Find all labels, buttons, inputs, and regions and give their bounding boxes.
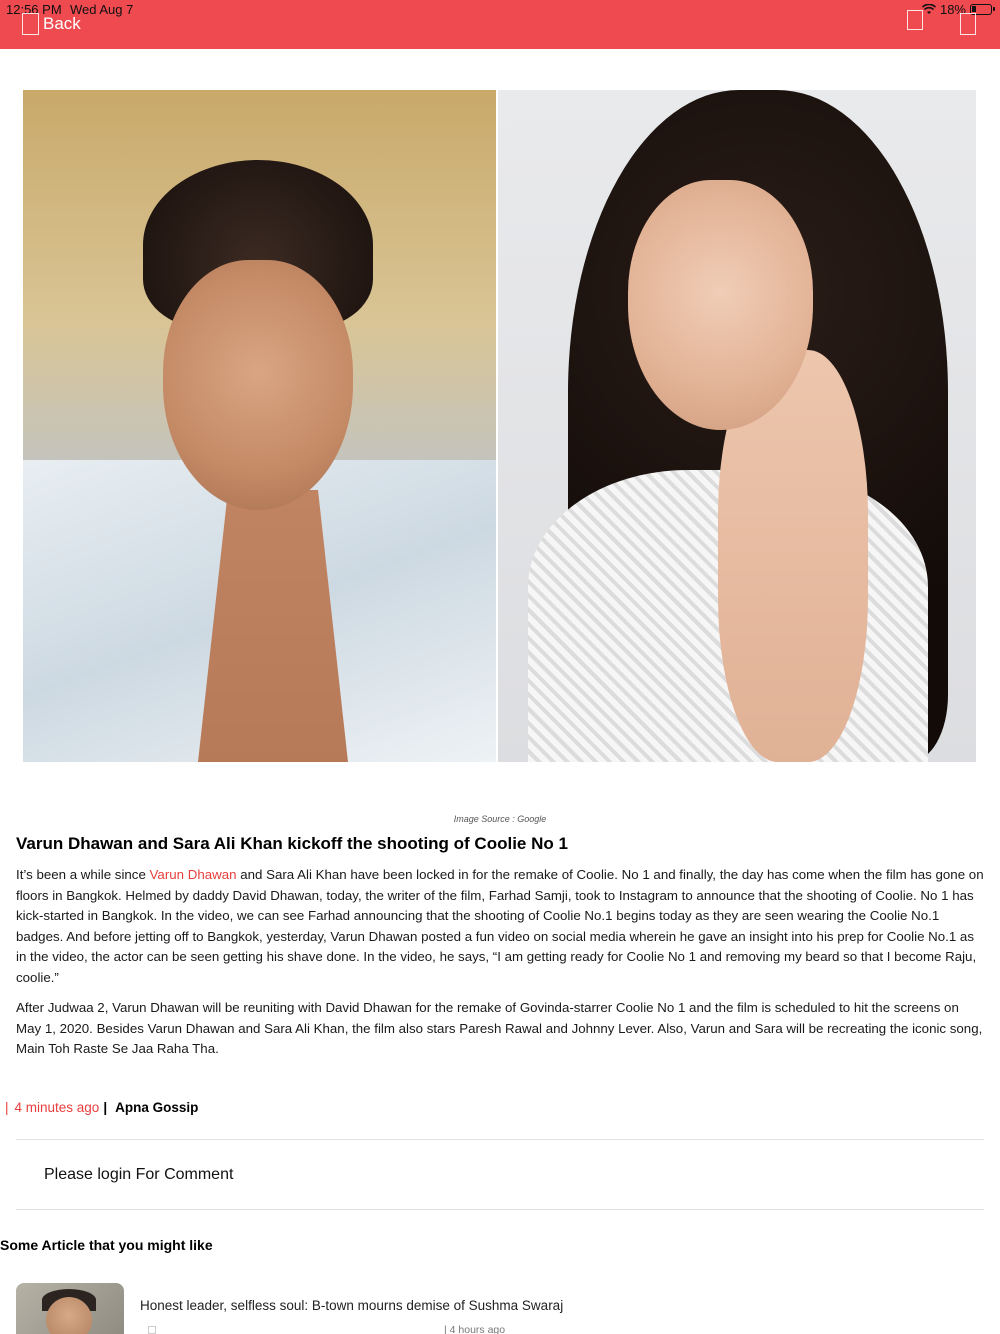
meta-separator: |	[5, 1100, 9, 1115]
published-time: 4 minutes ago	[14, 1100, 100, 1115]
related-article-thumbnail	[16, 1283, 124, 1334]
article-meta	[5, 1100, 198, 1115]
placeholder-icon	[148, 1326, 156, 1334]
related-article-item[interactable]	[16, 1283, 984, 1334]
bookmark-icon[interactable]	[960, 13, 976, 35]
login-for-comment[interactable]: Please login For Comment	[44, 1166, 234, 1183]
paragraph-text: and Sara Ali Khan have been locked in for the remake of Coolie. No 1 and finally, the day has come when the film has gone on floors in Bangkok. Helmed by daddy David Dhawan, today, the writer of the film, Farhad Samji, took to Instagram to announce that the shooting of Coolie. No 1 has kick-started in Bangkok. In the video, we can see Farhad announcing that the shooting of Coolie No.1 begins today as they are seen wearing the Coolie No.1 badges. And before jetting off to Bangkok, yesterday, Varun Dhawan posted a fun video on social media wherein he gave an insight into his prep for Coolie No.1 as in the video, the actor can be seen getting his shave done. In the video, he says, “I am getting ready for Coolie No 1 and removing my beard so that I become Raju, coolie.”	[16, 867, 984, 985]
top-bar	[0, 0, 1000, 49]
related-article-time: | 4 hours ago	[444, 1324, 506, 1334]
battery-percentage: 18%	[939, 2, 966, 17]
hero-photo-left	[23, 90, 496, 762]
status-indicators	[922, 2, 992, 17]
varun-dhawan-link[interactable]: Varun Dhawan	[149, 867, 237, 882]
back-button[interactable]	[22, 13, 81, 35]
paragraph-text: It’s been a while since	[16, 867, 150, 882]
meta-separator: |	[103, 1100, 108, 1115]
share-icon[interactable]	[907, 10, 923, 30]
related-articles-heading: Some Article that you might like	[0, 1237, 213, 1253]
back-icon	[22, 13, 39, 35]
back-label: Back	[43, 14, 81, 33]
divider	[16, 1209, 984, 1210]
image-source-caption: Image Source : Google	[453, 814, 547, 824]
divider	[16, 1139, 984, 1140]
status-time: 12:56 PM	[6, 2, 62, 17]
hero-image	[23, 90, 976, 762]
status-date: Wed Aug 7	[70, 2, 134, 17]
hero-photo-right	[496, 90, 976, 762]
article-paragraph-2: After Judwaa 2, Varun Dhawan will be reuniting with David Dhawan for the remake of Govinda-starrer Coolie No 1 and the film is scheduled to hit the screens on May 1, 2020. Besides Varun Dhawan and Sara Ali Khan, the film also stars Paresh Rawal and Johnny Lever. Also, Varun and Sara will be recreating the iconic song, Main Toh Raste Se Jaa Raha Tha.	[16, 1000, 983, 1056]
article-title: Varun Dhawan and Sara Ali Khan kickoff the shooting of Coolie No 1	[16, 834, 568, 853]
wifi-icon	[922, 4, 936, 15]
article-paragraph-1	[16, 865, 986, 988]
related-article-title: Honest leader, selfless soul: B-town mourns demise of Sushma Swaraj	[140, 1298, 564, 1313]
author-name[interactable]: Apna Gossip	[115, 1100, 199, 1115]
